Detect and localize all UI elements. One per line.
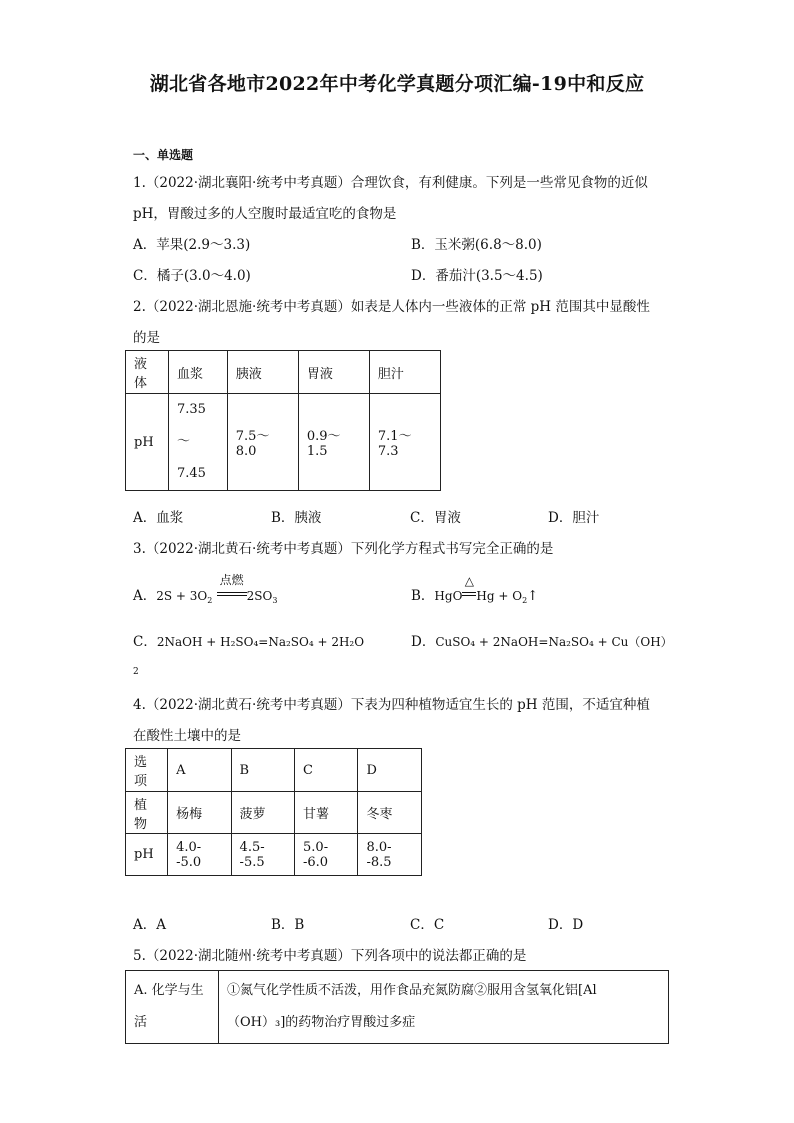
q4-cell: 植物 [126,792,168,834]
double-line-equals [462,592,476,596]
q4-cell: 甘薯 [295,792,358,834]
q2-option-d: D．胆汁 [548,510,600,526]
q4-stem-line1: 4.（2022·湖北黄石·统考中考真题）下表为四种植物适宜生长的 pH 范围，不适宜种植 [133,697,650,713]
q2-plasma-ph [168,394,227,491]
q4-cell: 8.0--8.5 [358,834,422,876]
q3-a-condition [217,573,247,604]
q4-cell: pH [126,834,168,876]
q3-b-condition [462,574,476,604]
q3-b-right: Hg + O [476,589,523,603]
q3-d-equation: CuSO₄ + 2NaOH=Na₂SO₄ + Cu（OH） [435,635,673,649]
q4-option-b: B．B [271,917,305,933]
q4-cell: 5.0--6.0 [295,834,358,876]
q3-d-label: D． [411,634,436,650]
q5-table [125,970,669,1044]
q4-cell: 4.5--5.5 [231,834,294,876]
q1-option-c: C．橘子(3.0～4.0) [133,268,251,284]
q4-stem-line2: 在酸性土壤中的是 [133,728,241,744]
q2-header-cell: 血浆 [168,351,227,394]
q3-option-a [133,573,278,605]
q3-a-ignite-label: 点燃 [219,573,244,587]
q1-stem-line2: pH，胃酸过多的人空腹时最适宜吃的食物是 [133,206,397,222]
q2-pancreatic-ph: 7.5～8.0 [227,394,298,491]
q5-category-line2: 活 [134,1015,148,1030]
q4-cell: 选项 [126,749,168,792]
q3-option-b [411,574,539,605]
q4-cell: B [231,749,294,792]
q3-c-label: C． [133,634,157,650]
q2-bile-ph: 7.1～7.3 [369,394,440,491]
q3-a-sub1: 2 [207,596,213,605]
q2-ph-label: pH [126,394,169,491]
q4-option-a: A．A [133,917,166,933]
double-line-equals [217,592,247,596]
q4-option-c: C．C [410,917,445,933]
q1-option-a: A．苹果(2.9～3.3) [133,237,251,253]
q3-b-sub: 2 [522,596,528,605]
q2-stem-line1: 2.（2022·湖北恩施·统考中考真题）如表是人体内一些液体的正常 pH 范围其中显酸性 [133,299,650,315]
q2-header-cell: 胆汁 [369,351,440,394]
q2-gastric-ph: 0.9～1.5 [298,394,369,491]
q3-d-wrapped-subscript: 2 [133,667,139,677]
q3-stem: 3.（2022·湖北黄石·统考中考真题）下列化学方程式书写完全正确的是 [133,541,554,557]
q3-b-label: B． [411,588,435,604]
q3-option-c [133,630,364,650]
section-heading: 一、单选题 [133,148,194,162]
q2-stem-line2: 的是 [133,330,160,346]
q5-stem: 5.（2022·湖北随州·统考中考真题）下列各项中的说法都正确的是 [133,948,527,964]
q2-plasma-ph-line1: 7.35～ [176,402,206,449]
q3-a-label: A． [133,588,157,604]
q5-category-cell [126,971,219,1044]
q4-cell: 冬枣 [358,792,422,834]
q3-a-left: 2S + 3O [156,589,208,603]
q3-b-left: HgO [434,589,463,603]
gas-up-arrow-icon: ↑ [527,588,539,604]
q4-cell: D [358,749,422,792]
q2-header-cell: 胃液 [298,351,369,394]
q5-statement-line2: （OH）₃]的药物治疗胃酸过多症 [227,1015,416,1030]
q2-header-cell: 液体 [126,351,169,394]
q5-statement-line1: ①氮气化学性质不活泼，用作食品充氮防腐②服用含氢氧化铝[Al [227,983,597,998]
q1-option-b: B．玉米粥(6.8～8.0) [411,237,542,253]
page-title: 湖北省各地市2022年中考化学真题分项汇编-19中和反应 [149,73,645,95]
q4-cell: C [295,749,358,792]
q3-c-equation: 2NaOH + H₂SO₄=Na₂SO₄ + 2H₂O [156,635,365,649]
q4-option-d: D．D [548,917,584,933]
q1-stem-line1: 1.（2022·湖北襄阳·统考中考真题）合理饮食，有利健康。下列是一些常见食物的近似 [133,175,648,191]
q2-plasma-ph-line2: 7.45 [176,466,206,481]
q4-cell: 菠萝 [231,792,294,834]
q2-option-a: A．血浆 [133,510,184,526]
q2-option-c: C．胃液 [410,510,461,526]
q1-option-d: D．番茄汁(3.5～4.5) [411,268,543,284]
q2-header-cell: 胰液 [227,351,298,394]
q3-a-right: 2SO [246,589,273,603]
q3-option-d [411,630,673,650]
q2-table [125,350,441,491]
q5-category-line1: A. 化学与生 [134,983,204,998]
q4-cell: 4.0--5.0 [168,834,231,876]
q2-option-b: B．胰液 [271,510,322,526]
q4-cell: 杨梅 [168,792,231,834]
q5-statement-cell [219,971,669,1044]
q3-a-sub2: 3 [272,596,278,605]
q4-cell: A [168,749,231,792]
q4-table [125,748,422,876]
heat-triangle-icon: △ [464,574,475,588]
